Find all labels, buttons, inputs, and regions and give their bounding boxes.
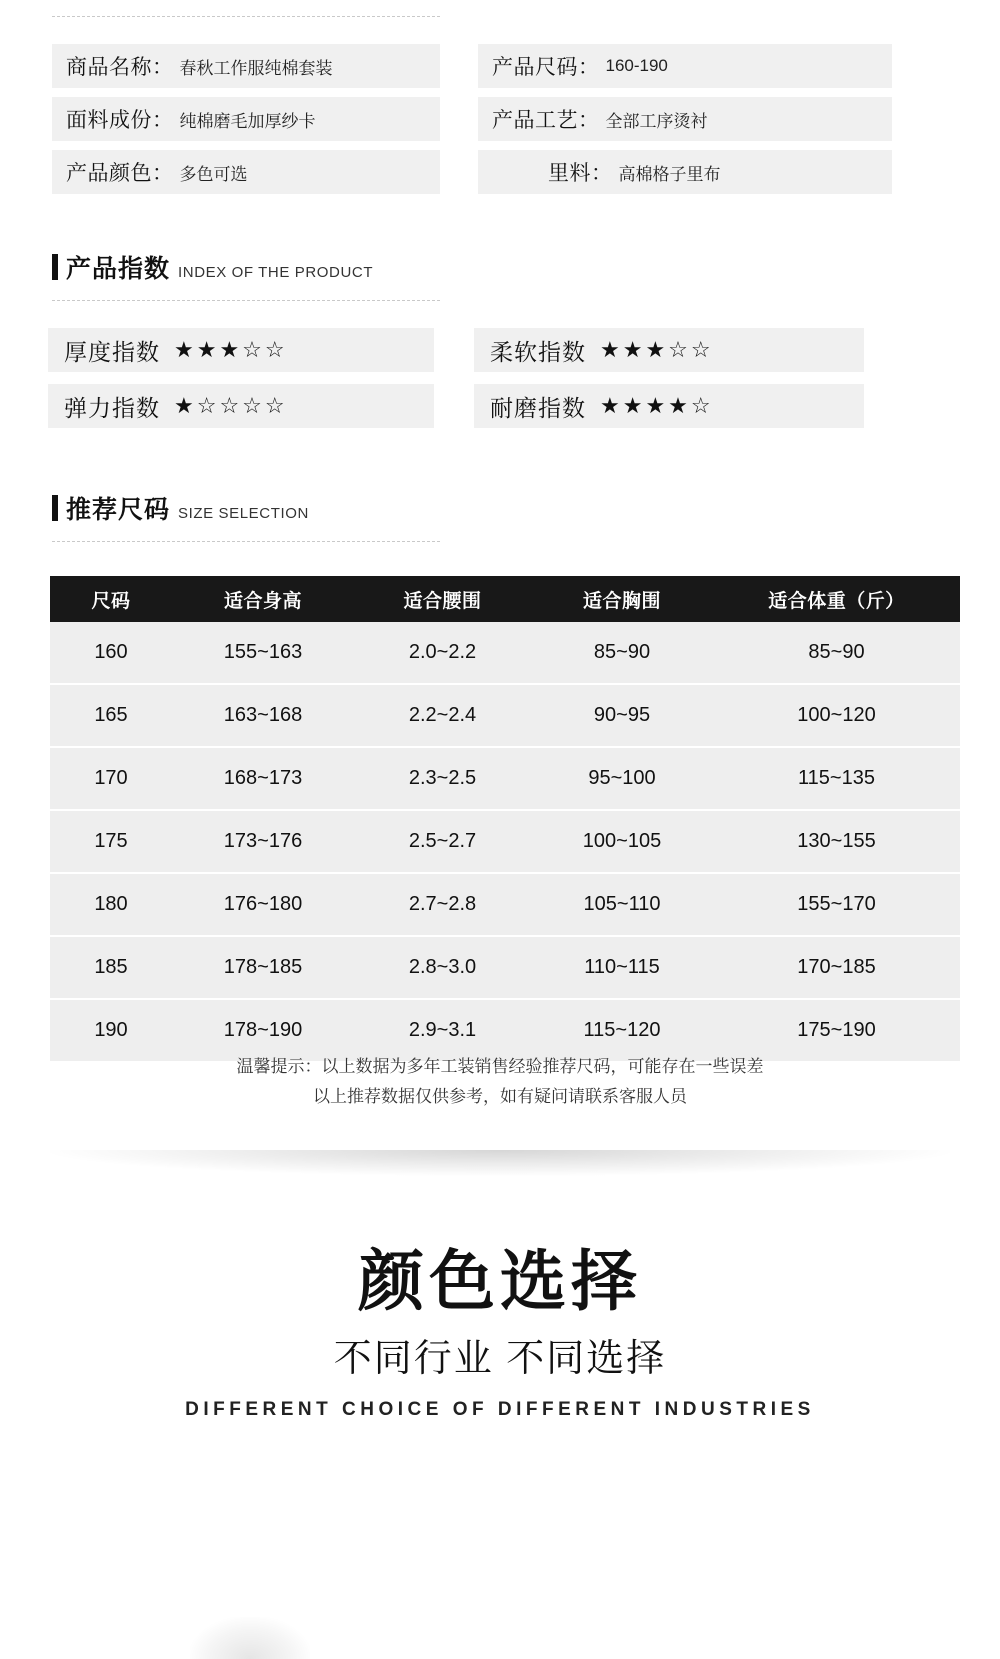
table-row [50,873,960,936]
cell-chest: 105~110 [531,873,713,936]
cell-chest: 100~105 [531,810,713,873]
rating-stars: ★★★☆☆ [600,337,714,362]
cell-height: 178~190 [172,999,354,1061]
cell-size: 180 [50,873,172,936]
spec-value: 纯棉磨毛加厚纱卡 [179,111,316,131]
index-item-abrasion [474,384,864,428]
spec-label: 产品尺码： [492,56,600,79]
index-item-softness [474,328,864,372]
spec-label: 产品工艺： [492,109,600,132]
column-header-height: 适合身高 [172,576,354,622]
color-section-english: DIFFERENT CHOICE OF DIFFERENT INDUSTRIES [185,1399,815,1420]
cell-weight: 130~155 [713,810,960,873]
cell-chest: 110~115 [531,936,713,999]
rating-stars: ★★★☆☆ [174,337,288,362]
spec-item-product-name [52,44,440,88]
cell-waist: 2.3~2.5 [354,747,531,810]
size-title-en: SIZE SELECTION [178,505,309,522]
spec-label: 商品名称： [66,56,174,79]
table-row [50,684,960,747]
cell-size: 170 [50,747,172,810]
cell-chest: 85~90 [531,622,713,684]
rating-stars: ★☆☆☆☆ [174,393,288,418]
heading-bar-icon [52,495,58,521]
cell-size: 165 [50,684,172,747]
spec-item-lining [478,150,892,194]
cell-size: 160 [50,622,172,684]
table-row [50,936,960,999]
cell-height: 168~173 [172,747,354,810]
index-divider [52,300,440,301]
tip-line-2: 以上推荐数据仅供参考，如有疑问请联系客服人员 [313,1087,687,1106]
spec-label: 面料成份： [66,109,174,132]
tip-line-1: 温馨提示：以上数据为多年工装销售经验推荐尺码，可能存在一些误差 [236,1057,764,1076]
index-label: 厚度指数 [64,338,160,365]
spec-grid [52,44,948,194]
spec-value: 160-190 [605,56,668,75]
spec-label: 产品颜色： [66,162,174,185]
index-item-elasticity [48,384,434,428]
color-selection-section [0,1150,1000,1419]
cell-weight: 100~120 [713,684,960,747]
spec-item-fabric [52,97,440,141]
top-divider [52,16,440,17]
spec-value: 春秋工作服纯棉套装 [179,58,333,78]
index-grid [48,328,948,428]
cell-waist: 2.2~2.4 [354,684,531,747]
table-row [50,810,960,873]
size-table [50,576,960,1061]
size-title-cn: 推荐尺码 [66,496,171,524]
cell-chest: 95~100 [531,747,713,810]
cell-chest: 115~120 [531,999,713,1061]
bottom-image-shadow [190,1617,310,1659]
index-item-thickness [48,328,434,372]
index-label: 柔软指数 [490,338,586,365]
spec-value: 全部工序烫衬 [605,111,708,131]
cell-height: 155~163 [172,622,354,684]
cell-weight: 85~90 [713,622,960,684]
table-row [50,747,960,810]
column-header-size: 尺码 [50,576,172,622]
table-header-row [50,576,960,622]
heading-bar-icon [52,254,58,280]
cell-chest: 90~95 [531,684,713,747]
table-row [50,622,960,684]
index-title-en: INDEX OF THE PRODUCT [178,264,374,281]
cell-weight: 155~170 [713,873,960,936]
spec-value: 高棉格子里布 [618,164,721,184]
index-label: 弹力指数 [64,394,160,421]
spec-item-product-size [478,44,892,88]
section-shadow-divider [50,1150,950,1176]
cell-height: 178~185 [172,936,354,999]
cell-size: 190 [50,999,172,1061]
cell-waist: 2.5~2.7 [354,810,531,873]
cell-weight: 170~185 [713,936,960,999]
rating-stars: ★★★★☆ [600,393,714,418]
size-tips [0,1052,1000,1112]
cell-height: 173~176 [172,810,354,873]
size-section-heading [52,495,309,523]
spec-value: 多色可选 [179,164,248,184]
column-header-weight: 适合体重（斤） [713,576,960,622]
color-section-subtitle: 不同行业 不同选择 [333,1338,667,1380]
spec-label: 里料： [548,162,613,185]
cell-waist: 2.8~3.0 [354,936,531,999]
cell-height: 163~168 [172,684,354,747]
index-section-heading [52,254,373,282]
index-label: 耐磨指数 [490,394,586,421]
cell-waist: 2.9~3.1 [354,999,531,1061]
cell-weight: 115~135 [713,747,960,810]
cell-height: 176~180 [172,873,354,936]
cell-waist: 2.0~2.2 [354,622,531,684]
cell-size: 185 [50,936,172,999]
cell-size: 175 [50,810,172,873]
cell-weight: 175~190 [713,999,960,1061]
size-divider [52,541,440,542]
column-header-chest: 适合胸围 [531,576,713,622]
spec-item-craft [478,97,892,141]
color-section-title: 颜色选择 [358,1244,642,1318]
spec-item-color [52,150,440,194]
column-header-waist: 适合腰围 [354,576,531,622]
cell-waist: 2.7~2.8 [354,873,531,936]
index-title-cn: 产品指数 [66,255,171,283]
